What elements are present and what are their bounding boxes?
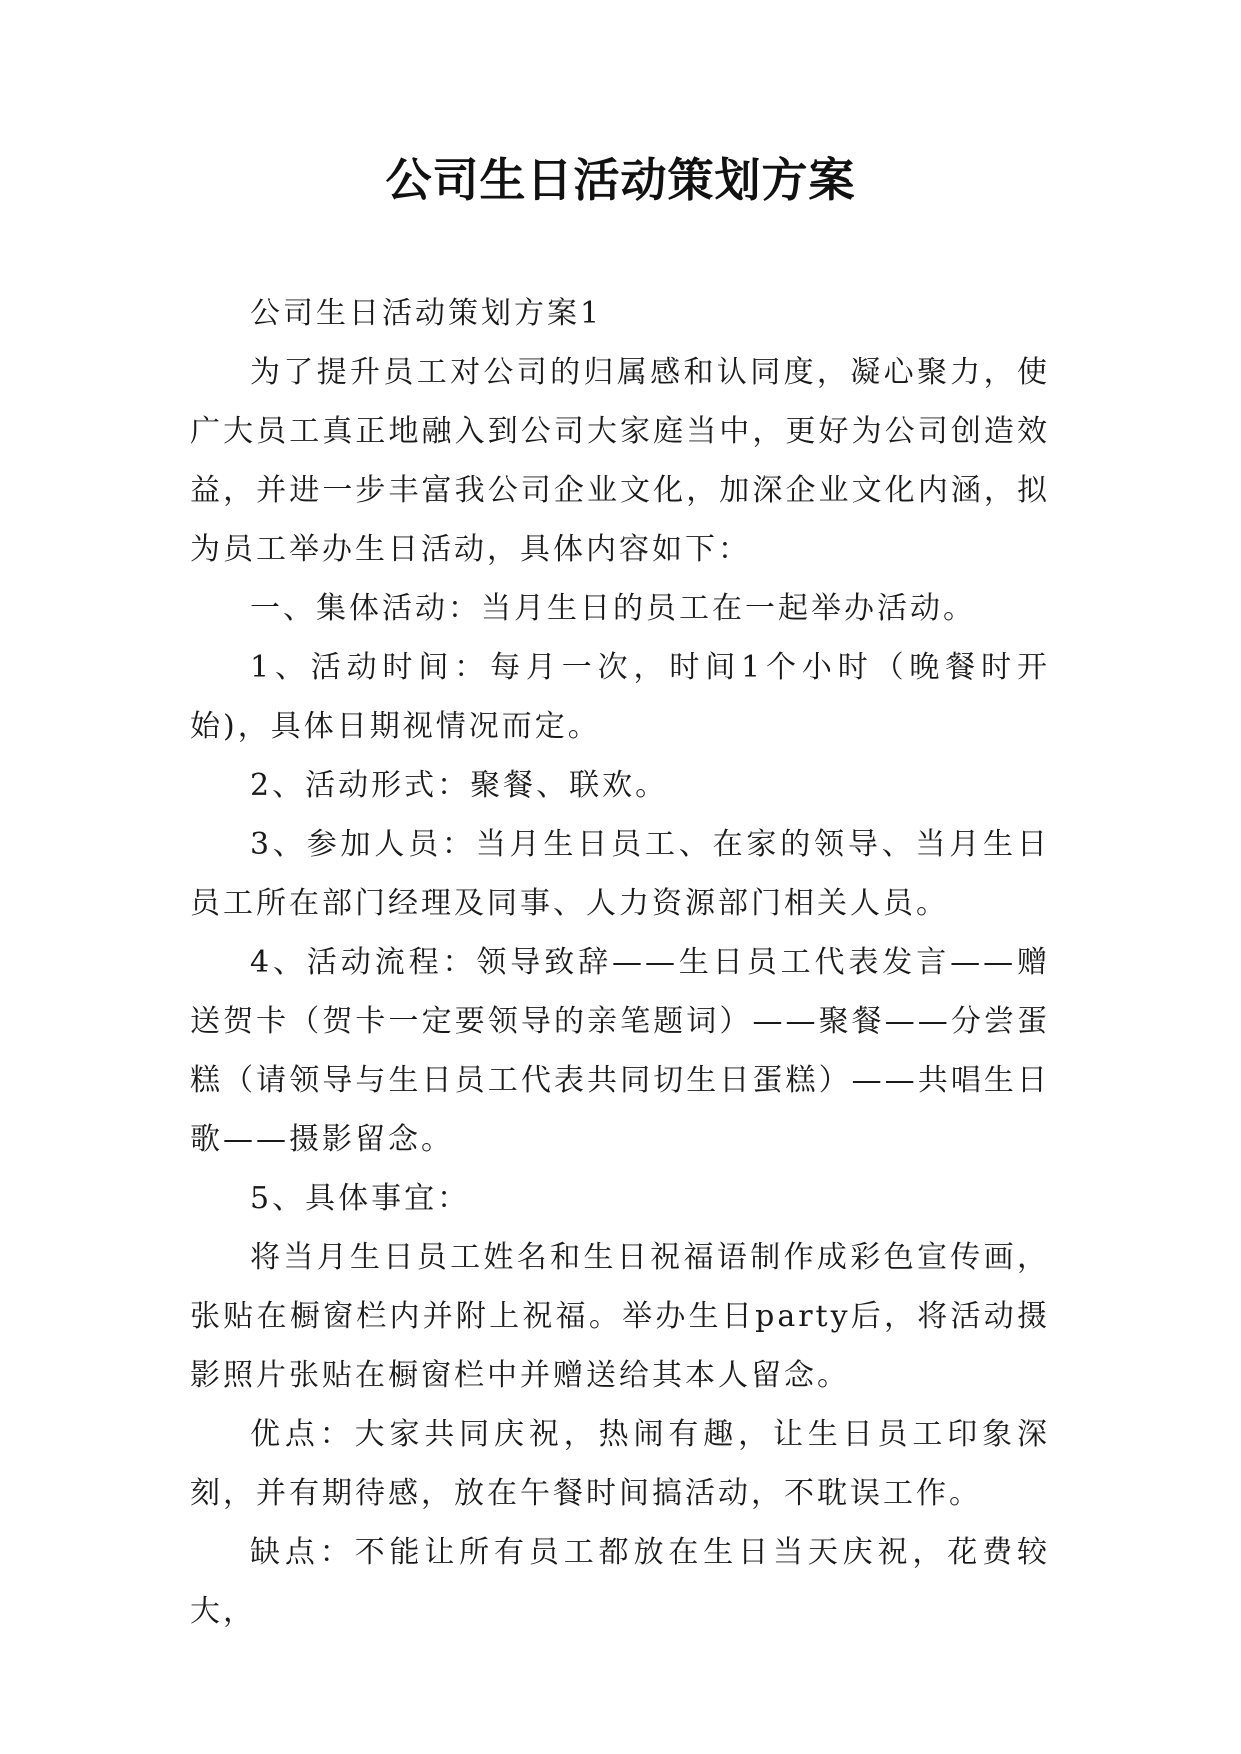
paragraph: 为了提升员工对公司的归属感和认同度，凝心聚力，使广大员工真正地融入到公司大家庭当中，更好为公司创造效益，并进一步丰富我公司企业文化，加深企业文化内涵，拟为员工举办生日活动，具体内容如下： [190,355,1050,567]
paragraph: 一、集体活动：当月生日的员工在一起举办活动。 [250,591,976,626]
paragraph: 5、具体事宜： [250,1181,471,1216]
paragraph: 1、活动时间：每月一次，时间1个小时（晚餐时开始)，具体日期视情况而定。 [190,650,1050,744]
paragraph: 将当月生日员工姓名和生日祝福语制作成彩色宣传画，张贴在橱窗栏内并附上祝福。举办生日party后，将活动摄影照片张贴在橱窗栏中并赠送给其本人留念。 [190,1240,1050,1393]
paragraph: 公司生日活动策划方案1 [250,296,603,331]
paragraph: 缺点：不能让所有员工都放在生日当天庆祝，花费较大， [190,1535,1050,1629]
paragraph: 4、活动流程：领导致辞——生日员工代表发言——赠送贺卡（贺卡一定要领导的亲笔题词）——聚餐——分尝蛋糕（请领导与生日员工代表共同切生日蛋糕）——共唱生日歌——摄影留念。 [190,945,1050,1157]
document-body [190,284,1050,1641]
paragraph: 优点：大家共同庆祝，热闹有趣，让生日员工印象深刻，并有期待感，放在午餐时间搞活动，不耽误工作。 [190,1417,1050,1511]
paragraph: 2、活动形式：聚餐、联欢。 [250,768,669,803]
paragraph: 3、参加人员：当月生日员工、在家的领导、当月生日员工所在部门经理及同事、人力资源部门相关人员。 [190,827,1050,921]
document-title: 公司生日活动策划方案 [385,153,856,207]
